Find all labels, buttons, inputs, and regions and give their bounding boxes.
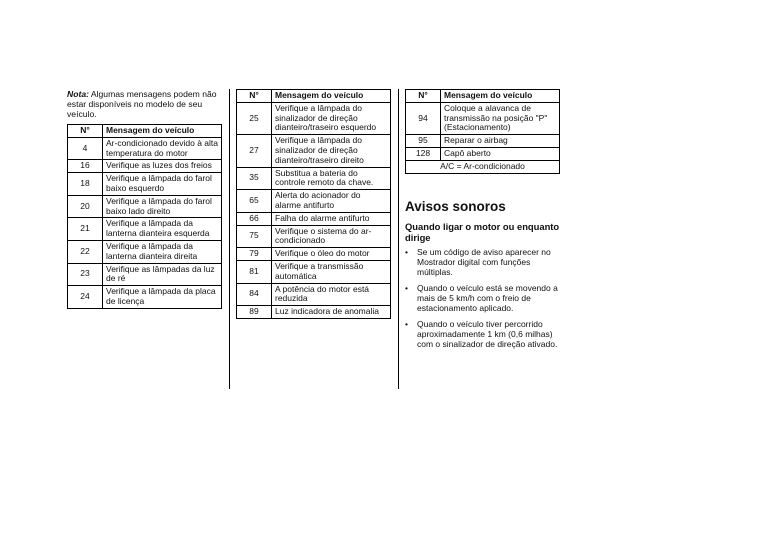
column-divider-2: [398, 89, 399, 389]
message-number: 94: [406, 102, 441, 134]
table-row: [237, 212, 391, 225]
note-paragraph: [67, 89, 227, 119]
header-num: N°: [237, 90, 272, 103]
message-number: 95: [406, 135, 441, 148]
table-footnote: A/C = Ar-condicionado: [406, 160, 560, 173]
table-row: [68, 137, 222, 160]
header-message: Mensagem do veículo: [103, 125, 222, 138]
message-text: Verifique a lâmpada da lanterna dianteira direita: [103, 240, 222, 263]
bullet-text: Quando o veículo tiver percorrido aproximadamente 1 km (0,6 milhas) com o sinalizador de direção ativado.: [417, 319, 558, 349]
message-text: Verifique a lâmpada da lanterna dianteira esquerda: [103, 218, 222, 241]
table-header-row: [406, 90, 560, 103]
table-row: [68, 286, 222, 309]
message-text: Verifique a lâmpada do sinalizador de direção dianteiro/traseiro direito: [272, 135, 391, 167]
table-row: [237, 102, 391, 134]
table-row: [68, 218, 222, 241]
subsection-title: Quando ligar o motor ou enquanto dirige: [405, 221, 560, 243]
section-title: Avisos sonoros: [405, 199, 506, 214]
note-text: Algumas mensagens podem não estar disponíveis no modelo de seu veículo.: [67, 89, 217, 119]
messages-table-3: [405, 89, 560, 174]
message-text: Ar-condicionado devido à alta temperatura do motor: [103, 137, 222, 160]
table-row: [406, 135, 560, 148]
message-text: Verifique a lâmpada do sinalizador de direção dianteiro/traseiro esquerdo: [272, 102, 391, 134]
table-row: [237, 135, 391, 167]
message-number: 4: [68, 137, 103, 160]
bullet-item: [405, 283, 565, 313]
message-number: 65: [237, 190, 272, 213]
column-divider-1: [229, 89, 230, 389]
message-number: 18: [68, 173, 103, 196]
table-row: [68, 240, 222, 263]
message-text: Coloque a alavanca de transmissão na posição "P" (Estacionamento): [441, 102, 560, 134]
message-text: Falha do alarme antifurto: [272, 212, 391, 225]
message-number: 84: [237, 283, 272, 306]
message-text: Verifique a transmissão automática: [272, 260, 391, 283]
message-number: 21: [68, 218, 103, 241]
message-text: Capô aberto: [441, 147, 560, 160]
table-row: [68, 173, 222, 196]
header-num: N°: [68, 125, 103, 138]
table-row: [237, 167, 391, 190]
table-row: [68, 195, 222, 218]
message-number: 81: [237, 260, 272, 283]
table-row: [68, 160, 222, 173]
message-number: 22: [68, 240, 103, 263]
message-text: Verifique as lâmpadas da luz de ré: [103, 263, 222, 286]
messages-table-1: [67, 124, 222, 309]
table-row: [237, 306, 391, 319]
message-number: 79: [237, 248, 272, 261]
message-text: Verifique a lâmpada do farol baixo lado direito: [103, 195, 222, 218]
bullet-dot-icon: •: [405, 247, 408, 257]
bullet-dot-icon: •: [405, 283, 408, 293]
messages-table-2: [236, 89, 391, 319]
table-header-row: [68, 125, 222, 138]
message-text: Verifique o óleo do motor: [272, 248, 391, 261]
header-num: N°: [406, 90, 441, 103]
message-number: 27: [237, 135, 272, 167]
table-row: [237, 260, 391, 283]
table-header-row: [237, 90, 391, 103]
table-row: [237, 248, 391, 261]
note-label: Nota:: [67, 89, 89, 99]
message-number: 128: [406, 147, 441, 160]
message-number: 20: [68, 195, 103, 218]
message-number: 75: [237, 225, 272, 248]
table-row: [237, 225, 391, 248]
message-text: Verifique o sistema do ar-condicionado: [272, 225, 391, 248]
message-text: A potência do motor está reduzida: [272, 283, 391, 306]
message-number: 35: [237, 167, 272, 190]
bullet-text: Quando o veículo está se movendo a mais de 5 km/h com o freio de estacionamento aplicado.: [417, 283, 558, 313]
message-number: 16: [68, 160, 103, 173]
message-number: 89: [237, 306, 272, 319]
message-text: Verifique a lâmpada da placa de licença: [103, 286, 222, 309]
header-message: Mensagem do veículo: [441, 90, 560, 103]
message-text: Alerta do acionador do alarme antifurto: [272, 190, 391, 213]
message-number: 25: [237, 102, 272, 134]
message-number: 24: [68, 286, 103, 309]
table-row: [237, 283, 391, 306]
table-row: [406, 147, 560, 160]
table-row: [406, 102, 560, 134]
table-footer-row: [406, 160, 560, 173]
bullet-item: [405, 247, 565, 277]
message-number: 66: [237, 212, 272, 225]
bullet-text: Se um código de aviso aparecer no Mostrador digital com funções múltiplas.: [417, 247, 551, 277]
message-number: 23: [68, 263, 103, 286]
header-message: Mensagem do veículo: [272, 90, 391, 103]
table-row: [68, 263, 222, 286]
message-text: Substitua a bateria do controle remoto da chave.: [272, 167, 391, 190]
table-row: [237, 190, 391, 213]
message-text: Verifique as luzes dos freios: [103, 160, 222, 173]
message-text: Verifique a lâmpada do farol baixo esquerdo: [103, 173, 222, 196]
bullet-list: [405, 247, 565, 355]
message-text: Reparar o airbag: [441, 135, 560, 148]
message-text: Luz indicadora de anomalia: [272, 306, 391, 319]
bullet-item: [405, 319, 565, 349]
bullet-dot-icon: •: [405, 319, 408, 329]
